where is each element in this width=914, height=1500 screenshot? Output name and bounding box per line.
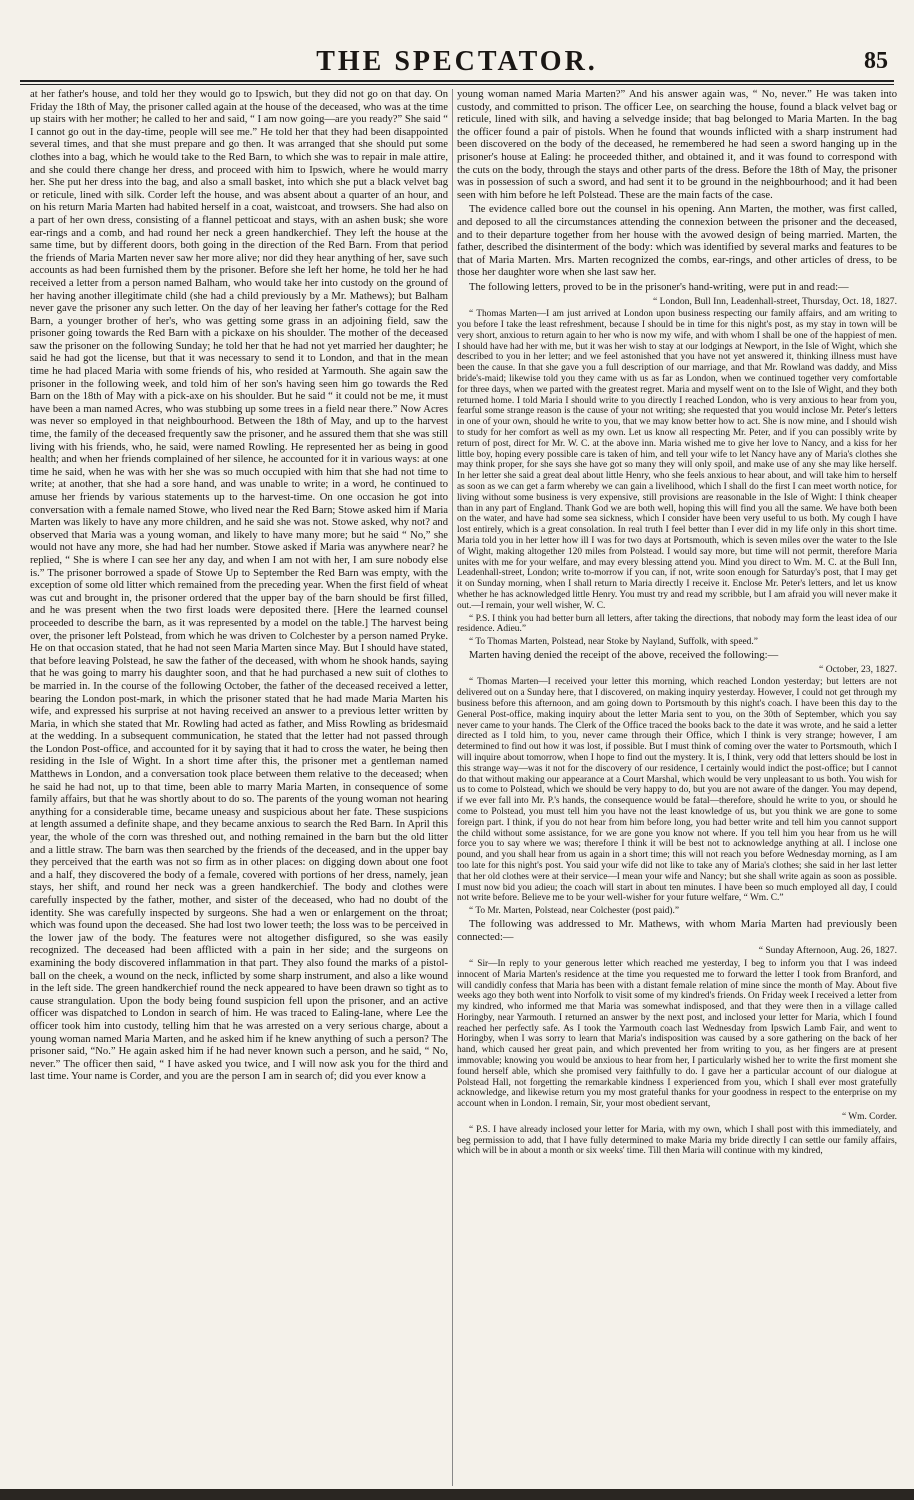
article-paragraph: young woman named Maria Marten?” And his answer again was, “ No, never.” He was taken into custody, and committed to prison. The officer Lee, on searching the house, found a black velvet bag or reticule, lined with silk, and having a selvedge inside; that bag belonged to Maria Marten. In the bag the officer found a pair of pistols. When he found that wounds inflicted with a sharp instrument had been discovered on the body of the deceased, he remembered he had seen a sword hanging up in the prisoner's house at Ealing: he proceeded thither, and obtained it, and it was found to correspond with the cuts on the body, through the stays and other parts of the dress. Before the 18th of May, the prisoner was in possession of such a sword, and had sent it to be ground in the neighbourhood; and it had been seen with him before he left Polstead. These are the main facts of the case. [457, 89, 897, 201]
letter-address: “ To Thomas Marten, Polstead, near Stoke by Nayland, Suffolk, with speed.” [469, 637, 758, 648]
page-bottom-edge [0, 1489, 914, 1500]
left-column [30, 89, 448, 1486]
header-rule-thin [20, 84, 894, 85]
letter-body: “ Sir—In reply to your generous letter which reached me yesterday, I beg to inform you that I was indeed innocent of Maria Marten's residence at the time you requested me to forward the letter I took from Branford, and will candidly confess that Maria has been with a distant female relation of mine since the month of May. About five weeks ago they both went into Norfolk to visit some of my kindred's friends. On Friday week I received a letter from my kindred, who informed me that Maria was somewhat indisposed, and that they were then in a village called Horingby, near Yarmouth. I returned an answer by the next post, and inclosed your letter for Maria, which I found reached her perfectly safe. As I took the Yarmouth coach last Wednesday from Ipswich Lamb Fair, and went to Horingby, when I was sorry to learn that Maria's indisposition was caused by a sore gathering on the back of her hand, which caused her great pain, and which prevented her from writing to you, as her fingers are at present immovable; knowing you would be anxious to hear from her, I particularly wished her to write the first moment she found herself able, which she promised very faithfully to do. I gave her a particular account of our dialogue at Polstead Hall, not forgetting the remarkable kindness I experienced from you, which I shall ever most gratefully acknowledge, and likewise return you my most grateful thanks for your goodness in respect to the enterprise on my account when in London. I remain, Sir, your most obedient servant, [457, 958, 897, 1110]
letter-body: “ Thomas Marten—I received your letter this morning, which reached London yesterday; but letters are not delivered out on a Sunday here, that I discovered, on making inquiry yesterday. However, I could not get through my business before this afternoon, and am going down to Portsmouth by this night's coach. I have been this day to the General Post-office, making inquiry about the letter Maria sent to you, on the 30th of September, which you say never came to your hands. The Clerk of the Office traced the books back to the date it was wrote, and he said a letter directed as I told him, to you, never came through their Office, which I think is very strange; however, I am determined to find out how it was lost, if possible. But I must think of coming over the water to Portsmouth, which I will inquire about tomorrow, when I hope to find out the mystery. It is, I think, very odd that letters should be lost in this strange way—was it not for the discovery of our residence, I certainly would indict the post-office; but I cannot do that without making our appearance at a Court Marshal, which would be very unpleasant to us both. You wish for us to come to Polstead, which we should be very happy to do, but you are not aware of the danger. You may depend, if we ever fall into Mr. P.'s hands, the consequence would be fatal—therefore, should he write to you, or should he come to Polstead, you must tell him you have not the least knowledge of us, but you think we are gone to some foreign part. I think, if you do not hear from him before long, you had better write and tell him you cannot support the child without some assistance, for we are gone you know not where. If you tell him you hear from us he will force you to say where we was; therefore I think it will be best not to acknowledge anything at all. I inclose one pound, and you shall hear from us again in a short time; this will not reach you before Wednesday morning, as I am too late for this night's post. You said your wife did not like to take any of Maria's clothes; she said in her last letter that her old clothes were at their service—I mean your wife and Nancy; but she shall write again as soon as possible. I must now bid you adieu; the coach will start in about ten minutes. I have been so much employed all day, I could not write before. Believe me to be your well-wisher for your future welfare, “ Wm. C.” [457, 677, 897, 904]
letter-dateline: “ Sunday Afternoon, Aug. 26, 1827. [758, 945, 897, 957]
publication-title: THE SPECTATOR. [316, 46, 598, 77]
letter-dateline: “ October, 23, 1827. [819, 663, 897, 675]
header-rule [20, 80, 894, 82]
letter-postscript: “ P.S. I have already inclosed your letter for Maria, with my own, which I shall post with this immediately, and beg permission to add, that I have fully determined to make Maria my bride directly I can settle our family affairs, which will be in about a month or six weeks' time. Till then Maria will continue with my kindred, [457, 1124, 897, 1157]
page-number: 85 [864, 48, 888, 74]
letter-dateline: “ London, Bull Inn, Leadenhall-street, Thursday, Oct. 18, 1827. [652, 295, 897, 307]
article-paragraph: The following letters, proved to be in the prisoner's hand-writing, were put in and read:— [469, 281, 849, 293]
masthead [20, 46, 894, 82]
letter-postscript: “ P.S. I think you had better burn all letters, after taking the directions, that nobody may form the least idea of our residence. Adieu.” [457, 613, 897, 635]
right-column [457, 89, 897, 1486]
article-paragraph: Marten having denied the receipt of the above, received the following:— [469, 650, 779, 661]
letter-address: “ To Mr. Marten, Polstead, near Colchester (post paid).” [469, 906, 680, 917]
article-paragraph: The following was addressed to Mr. Mathews, with whom Maria Marten had previously been connected:— [457, 918, 897, 943]
letter-body: “ Thomas Marten—I am just arrived at London upon business respecting our family affairs, and am writing to you before I take the least refreshment, because I should be in time for this night's post, as my stay in town will be very short, anxious to return again to her who is now my wife, and with whom I shall be one of the happiest of men. I should have had her with me, but it was her wish to stay at our lodgings at Newport, in the Isle of Wight, which she described to you in her letter; and we feel astonished that you have not yet answered it, thinking illness must have been the cause. In that she gave you a full description of our marriage, and that Mr. Rowland was daddy, and Miss bride's-maid; likewise told you they came with us as far as London, when we continued together very comfortable for three days, when we parted with the greatest regret. Maria and myself went on to the Isle of Wight, and they both returned home. I told Maria I should write to you directly I reached London, who is very anxious to hear from you, fearful some strange reason is the cause of your not writing; she requested that you would inclose Mr. Peter's letters in one of your own, should he write to you, that we may know better how to act. She is now mine, and I should wish to study for her comfort as well as my own. Let us know all respecting Mr. Peter, and if you can possibly write by return of post, direct for Mr. W. C. at the above inn. Maria wished me to give her love to Nancy, and a kiss for her little boy, hoping every possible care is taken of him, and tell your wife to let Nancy have any of Maria's clothes she may think proper, for she says she have got so many they will only spoil, and make use of any she may like herself. In her letter she said a great deal about little Henry, who she feels anxious to hear about, and will take him to herself as soon as we can get a farm whereby we can gain a livelihood, which I shall do the first I can meet worth notice, for living without some business is very expensive, still provisions are reasonable in the Isle of Wight: I think cheaper than in any part of England. Thank God we are both well, hoping this will find you all the same. We have both been on the water, and have had some sea sickness, which I consider have been very useful to us both. My cough I have lost entirely, which is a great consolation. In real truth I feel better than I ever did in my life only in this short time. Maria told you in her letter how ill I was for two days at Portsmouth, which is seven miles over the water to the Isle of Wight, making altogether 120 miles from Polstead. I would say more, but time will not permit, therefore Maria unites with me for your welfare, and may every blessing attend you. Mind you direct to Wm. M. C. at the Bull Inn, Leadenhall-street, London; write to-morrow if you can, if not, write soon enough for Saturday's post, that I may get it on Sunday morning, when I shall return to Maria directly I receive it. Enclose Mr. Peter's letters, and let us know whether he has acknowledged little Henry. You must try and read my scribble, but I am afraid you will never make it out.—I remain, your well wisher, W. C. [457, 309, 897, 611]
article-paragraph: The evidence called bore out the counsel in his opening. Ann Marten, the mother, was first called, and deposed to all the circumstances attending the connexion between the prisoner and the deceased, and to their departure together from her house with the avowed design of being married. Marten, the father, described the disinterment of the body: which was identified by several marks and features to be that of Maria Marten. Mrs. Marten recognized the combs, ear-rings, and other articles of dress, to be those her daughter wore when she last saw her. [457, 204, 897, 279]
column-divider [452, 89, 453, 1486]
article-paragraph: at her father's house, and told her they would go to Ipswich, but they did not go on that day. On Friday the 18th of May, the prisoner called again at the house of the deceased, who was at the time up stairs with her mother; he called to her and said, “ I am now going—are you ready?” She said “ I cannot go out in the day-time, people will see me.” He told her that they had been disappointed several times, and that she must prepare and go then. It was arranged that she should put some clothes into a bag, which he would take to the Red Barn, to which she was to repair in male attire, and she could there change her dress, and proceed with him to Ipswich, where he would marry her. She put her dress into the bag, and also a small basket, into which she put a black velvet bag or reticule, lined with silk. Corder left the house, and was absent about a quarter of an hour, and on his return Maria Marten had habited herself in a coat, waistcoat, and trowsers. She had also on a part of her own dress, consisting of a flannel petticoat and stays, with an ashen busk; she wore ear-rings and a comb, and had round her neck a green handkerchief. They left the house at the same time, but by different doors, both going in the direction of the Red Barn. From that period the friends of Maria Marten never saw her more alive; nor did they hear anything of her, save such accounts as had been furnished them by the prisoner. Before she left her home, he told her he had received a letter from a person named Balham, who would take her into custody on the ground of her having another illegitimate child (she had a child previously by a Mr. Mathews); but Balham never gave the prisoner any such letter. On the day of her leaving her father's cottage for the Red Barn, a younger brother of her's, who was getting some grass in an adjoining field, saw the prisoner going towards the Red Barn with a pickaxe on his shoulder. The mother of the deceased saw the prisoner on the following Sunday; he told her that he had not yet married her daughter; he said he had got the license, but that it was necessary to send it to London, and that in the mean time he had placed Maria with some friends of his, who resided at Yarmouth. She again saw the prisoner in the following week, and told him of her son's having seen him go towards the Red Barn on the 18th of May with a pick-axe on his shoulder. But he said “ it could not be me, it must have been a man named Acres, who was stubbing up some trees in a field near there.” Now Acres was never so employed in that neighbourhood. Between the 18th of May, and up to the harvest time, the family of the deceased frequently saw the prisoner, and he assured them that she was still living with his friends, who, he said, were named Rowling. He represented her as being in good health; and when her friends complained of her silence, he accounted for it in various ways: at one time he said, when he was with her she was so much occupied with him that she had not time to write; at another, that she had a sore hand, and was unable to write; in a word, he continued to amuse her friends by various statements up to the harvest-time. On one occasion he got into conversation with a female named Stowe, who lived near the Red Barn; Stowe asked him if Maria Marten was likely to have any more children, and he said she was not. Stowe asked, why not? and observed that Maria was a young woman, and likely to have many more; but he said “ No,” she would not have any more, she had had her number. Stowe asked if Maria was anywhere near? he replied, “ She is where I can see her any day, and when I am not with her, I am sure nobody else is.” The prisoner borrowed a spade of Stowe Up to September the Red Barn was empty, with the exception of some old litter which remained from the preceding year. When the first field of wheat was cut and brought in, the prisoner ordered that the upper bay of the barn should be first filled, and he was present when the two first loads were deposited there. [Here the learned counsel proceeded to describe the barn, as it was represented by a model on the table.] The harvest being over, the prisoner left Polstead, from which he was driven to Colchester by a person named Pryke. He on that occasion stated, that he had not seen Maria Marten since May. But I should have stated, that before leaving Polstead, he saw the father of the deceased, with whom he shook hands, saying that he was going to marry his daughter soon, and that he had purchased a new suit of clothes to be married in. In the course of the following October, the father of the deceased received a letter, bearing the London post-mark, in which the prisoner stated that he had made Maria Marten his wife, and expressed his surprise at not having received an answer to a previous letter written by Maria, in which she stated that Mr. Rowling had acted as father, and Miss Rowling as bridesmaid at the wedding. In a subsequent communication, he stated that the letter had not passed through the London Post-office, and accounted for it by saying that it had to cross the water, he being then residing in the Isle of Wight. In a short time after this, the prisoner met a gentleman named Matthews in London, and a conversation took place between them relative to the deceased; when he said he had not, up to that time, been able to marry Maria Marten, in consequence of some family affairs, but that he was shortly about to do so. The parents of the young woman not hearing anything for a considerable time, became uneasy and suspicious about her fate. These suspicions at length assumed a definite shape, and they became anxious to search the Red Barn. In April this year, the whole of the corn was threshed out, and nothing remained in the barn but the old litter and a little straw. The barn was then searched by the friends of the deceased, and in the upper bay they perceived that the earth was not so firm as in other places: on digging down about one foot and a half, they discovered the body of a female, covered with portions of her dress, namely, jean stays, her shift, and round her neck was a green handkerchief. The body and clothes were carefully inspected by the father, mother, and sister of the deceased, who had no doubt of the identity. She was carefully inspected by surgeons. She had a wen or enlargement on the throat; which was found upon the deceased. She had lost two lower teeth; the loss was to be perceived in the lower jaw of the body. The features were not altogether disfigured, so she was easily recognized. The deceased had been afflicted with a pain in her side; and the surgeons on examining the body discovered inflammation in that part. They also found the marks of a pistol-ball on the cheek, a wound on the neck, inflicted by some sharp instrument, and also a like wound in the left side. The green handkerchief round the neck appeared to have been drawn so tight as to cause strangulation. Upon the body being found suspicion fell upon the prisoner, and an active officer was dispatched to London in search of him. He was traced to Ealing-lane, where Lee the officer took him into custody, telling him that he was arrested on a very serious charge, about a young woman named Maria Marten, and he asked him if he knew anything of such a person? The prisoner said, “No.” He again asked him if he had never known such a person, and he said, “ No, never.” The officer then said, “ I have asked you twice, and I will now ask you for the third and last time. Your name is Corder, and you are the person I am in search of; did you ever know a [30, 89, 448, 1083]
letter-signature: “ Wm. Corder. [841, 1112, 897, 1123]
